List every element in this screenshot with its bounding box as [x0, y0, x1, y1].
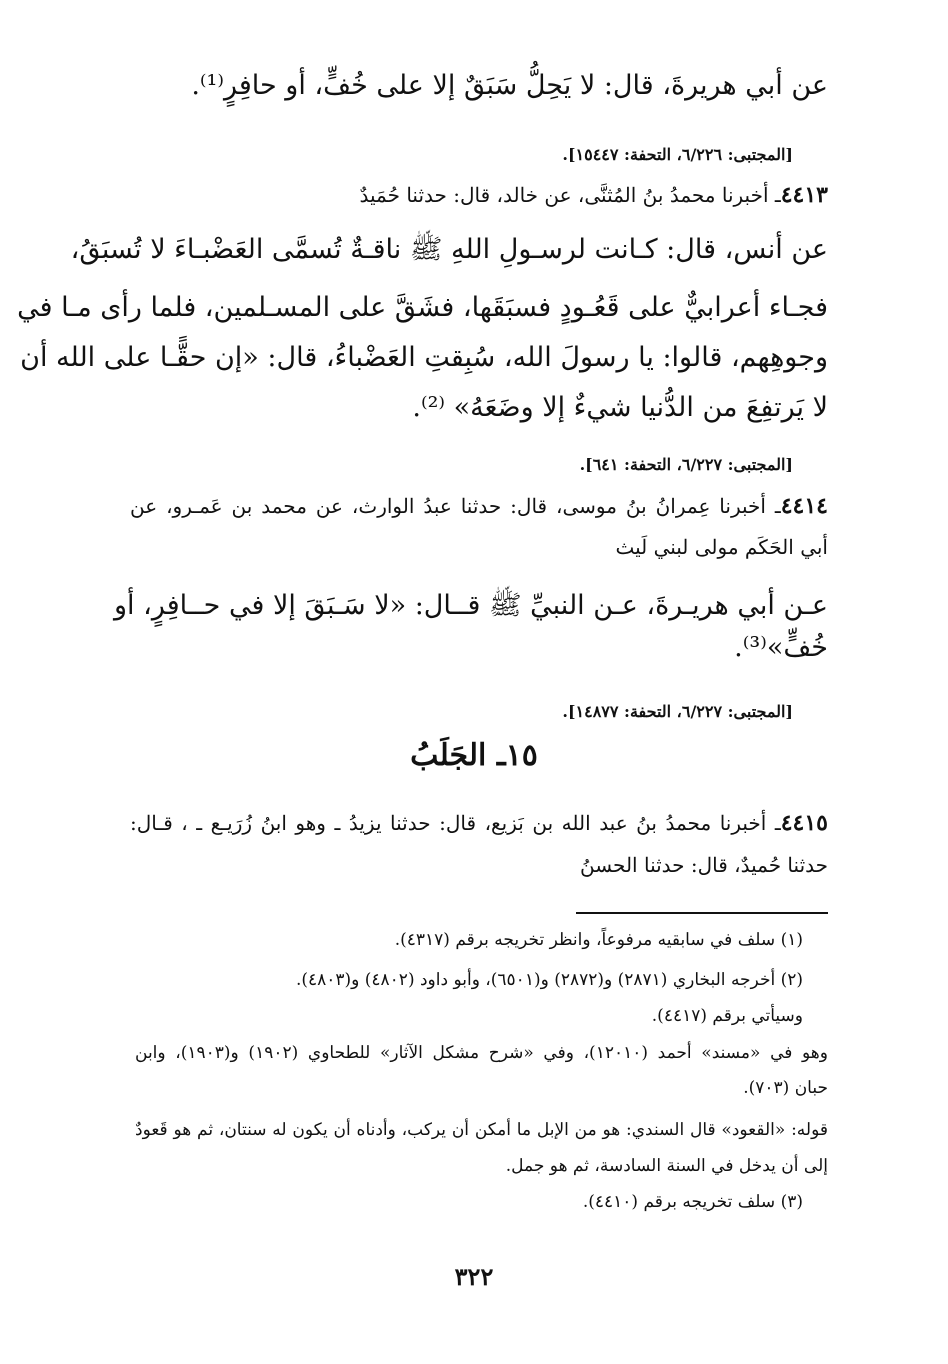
chapter-heading: ١٥ـ الجَلَبُ	[410, 738, 538, 773]
page-number: ٣٢٢	[454, 1262, 494, 1291]
hadith-isnad	[130, 810, 828, 836]
footnote-line: وسيأتي برقم (٤٤١٧).	[651, 1006, 803, 1026]
footnote-line: إلى أن يدخل في السنة السادسة، ثم هو جمل.	[505, 1156, 828, 1176]
hadith-text-line: عـن أبي هريـرةَ، عـن النبيِّ ﷺ قــال: «لا سَـبَقَ إلا في حــافِرٍ، أو	[113, 590, 828, 621]
footnote-line: قوله: «القعود» قال السندي: هو من الإبل ما أمكن أن يركب، وأدناه أن يكون له سنتان، ثم هو قَعودٌ	[135, 1120, 828, 1140]
footnote-line: وهو في «مسند» أحمد (١٢٠١٠)، وفي «شرح مشكل الآثار» للطحاوي (١٩٠٢) و(١٩٠٣)، وابن	[135, 1043, 828, 1063]
isnad-text: ـ أخبرنا محمدُ بنُ المُثنَّى، عن خالد، قال: حدثنا حُمَيدٌ	[359, 183, 781, 207]
hadith-number: ٤٤١٤	[780, 493, 828, 519]
hadith-number: ٤٤١٥	[780, 810, 828, 836]
isnad-text: ـ أخبرنا محمدُ بنُ عبد الله بن بَزيع، قال: حدثنا يزيدُ ـ وهو ابنُ زُرَيـع ـ ، قـال:	[130, 811, 781, 835]
isnad-text: حدثنا حُميدٌ، قال: حدثنا الحسنُ	[579, 853, 828, 877]
hadith-number: ٤٤١٣	[780, 182, 828, 208]
hadith-text-line: عن أنس، قال: كـانت لرسـولِ اللهِ ﷺ ناقـةٌ تُسمَّى العَضْبـاءَ لا تُسبَقُ،	[70, 234, 828, 265]
isnad-text: أبي الحَكَم مولى لبني لَيث	[615, 535, 828, 559]
hadith-text-line: فجـاء أعرابيٌّ على قَعُـودٍ فسبَقَها، فشَقَّ على المسـلمين، فلما رأى مـا في	[17, 292, 828, 323]
isnad-text: ـ أخبرنا عِمرانُ بنُ موسى، قال: حدثنا عبدُ الوارث، عن محمد بن عَمـرو، عن	[130, 494, 781, 518]
hadith-isnad	[360, 182, 828, 208]
footnote-separator	[576, 912, 828, 914]
text-line: عن أبي هريرةَ، قال: لا يَحِلُّ سَبَقٌ إلا على خُفٍّ، أو حافِرٍ⁽¹⁾.	[191, 70, 828, 101]
reference-citation: [المجتبى: ٦/٢٢٧، التحفة: ٦٤١].	[579, 455, 793, 474]
footnote: (١) سلف في سابقيه مرفوعاً، وانظر تخريجه برقم (٤٣١٧).	[394, 930, 803, 950]
hadith-text-line: وجوهِهم، قالوا: يا رسولَ الله، سُبِقتِ العَضْباءُ، قال: «إن حقًّـا على الله أن	[20, 342, 828, 373]
footnote-line: حبان (٧٠٣).	[743, 1078, 828, 1098]
hadith-text-line: لا يَرتفِعَ من الدُّنيا شيءٌ إلا وضَعَهُ» ⁽²⁾.	[412, 392, 828, 423]
footnote: (٢) أخرجه البخاري (٢٨٧١) و(٢٨٧٢) و(٦٥٠١)، وأبو داود (٤٨٠٢) و(٤٨٠٣).	[295, 970, 803, 990]
reference-citation: [المجتبى: ٦/٢٢٧، التحفة: ١٤٨٧٧].	[562, 702, 793, 721]
reference-citation: [المجتبى: ٦/٢٢٦، التحفة: ١٥٤٤٧].	[562, 145, 793, 164]
hadith-text-line: خُفٍّ»⁽³⁾.	[734, 632, 828, 663]
footnote: (٣) سلف تخريجه برقم (٤٤١٠).	[582, 1192, 803, 1212]
hadith-isnad	[130, 493, 828, 519]
